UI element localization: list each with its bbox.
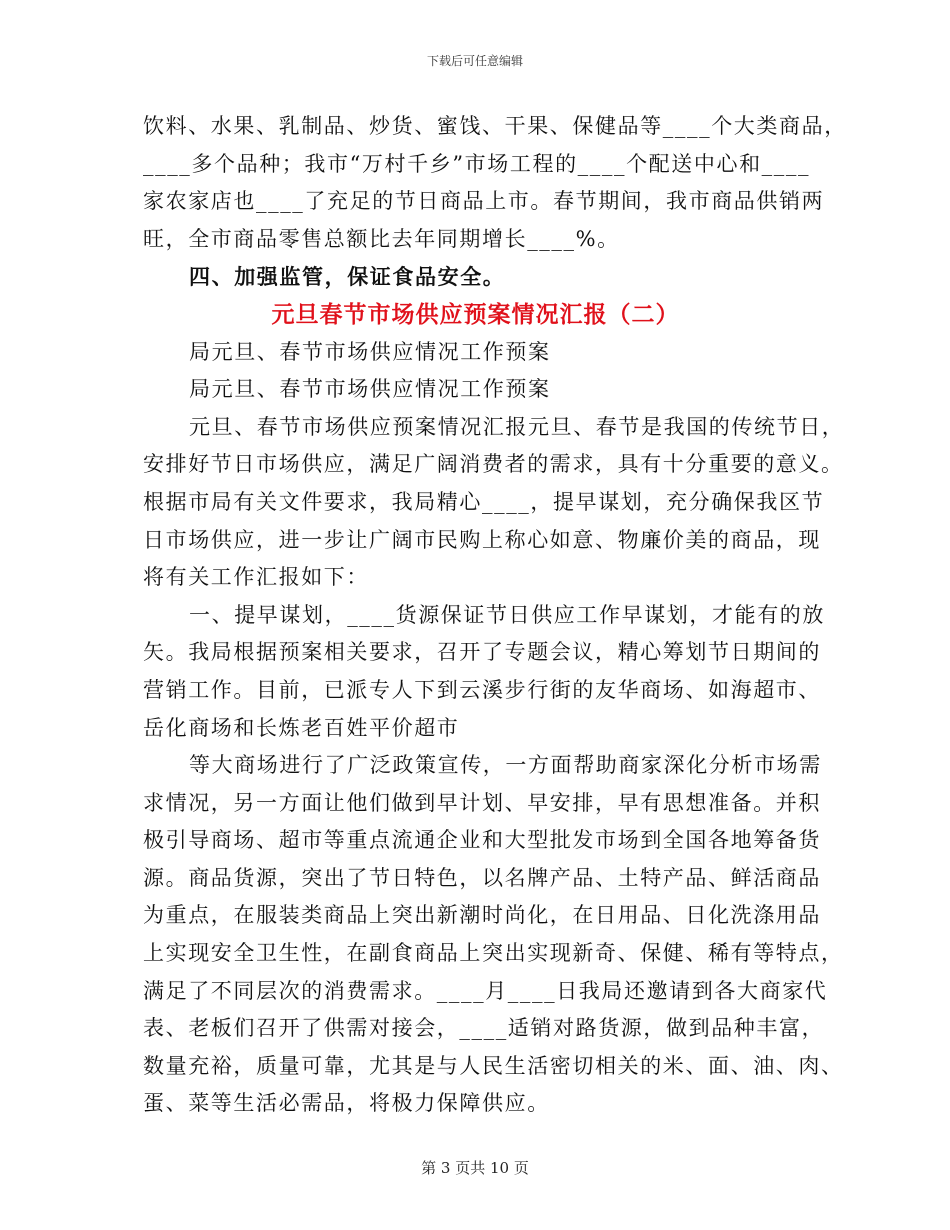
body-line: 上实现安全卫生性，在副食商品上突出实现新奇、保健、稀有等特点， bbox=[143, 941, 844, 966]
body-line: 源。商品货源，突出了节日特色，以名牌产品、土特产品、鲜活商品 bbox=[143, 865, 821, 890]
body-line: 安排好节日市场供应，满足广阔消费者的需求，具有十分重要的意义。 bbox=[143, 452, 844, 477]
page-header: 下载后可任意编辑 bbox=[426, 54, 523, 68]
body-line: 极引导商场、超市等重点流通企业和大型批发市场到全国各地筹备货 bbox=[143, 828, 821, 853]
body-line: 饮料、水果、乳制品、炒货、蜜饯、干果、保健品等____个大类商品， bbox=[143, 114, 847, 138]
document-title: 元旦春节市场供应预案情况汇报（二） bbox=[271, 300, 680, 328]
body-line: 求情况，另一方面让他们做到早计划、早安排，早有思想准备。并积 bbox=[143, 790, 821, 815]
body-line: 等大商场进行了广泛政策宣传，一方面帮助商家深化分析市场需 bbox=[189, 753, 822, 778]
body-line: 矢。我局根据预案相关要求，召开了专题会议，精心筹划节日期间的 bbox=[143, 640, 821, 665]
body-line: 营销工作。目前，已派专人下到云溪步行街的友华商场、如海超市、 bbox=[143, 677, 821, 702]
document-body bbox=[143, 108, 847, 1123]
body-line: 满足了不同层次的消费需求。____月____日我局还邀请到各大商家代 bbox=[143, 978, 828, 1003]
body-line: 元旦、春节市场供应预案情况汇报元旦、春节是我国的传统节日， bbox=[189, 414, 845, 439]
body-line: 将有关工作汇报如下： bbox=[143, 565, 369, 590]
body-line: 数量充裕，质量可靠，尤其是与人民生活密切相关的米、面、油、肉、 bbox=[143, 1053, 844, 1078]
body-line: 局元旦、春节市场供应情况工作预案 bbox=[189, 377, 551, 402]
body-line: 局元旦、春节市场供应情况工作预案 bbox=[189, 339, 551, 364]
body-line: 旺，全市商品零售总额比去年同期增长____%。 bbox=[143, 226, 620, 251]
page-footer: 第 3 页共 10 页 bbox=[421, 1159, 529, 1177]
body-line: 为重点，在服装类商品上突出新潮时尚化，在日用品、日化洗涤用品 bbox=[143, 903, 821, 928]
body-line: 岳化商场和长炼老百姓平价超市 bbox=[143, 715, 460, 740]
body-line: 表、老板们召开了供需对接会，____适销对路货源，做到品种丰富， bbox=[143, 1016, 825, 1041]
section-heading: 四、加强监管，保证食品安全。 bbox=[189, 264, 506, 290]
body-line: ____多个品种；我市“万村千乡”市场工程的____个配送中心和____ bbox=[143, 151, 811, 176]
body-line: 蛋、菜等生活必需品，将极力保障供应。 bbox=[143, 1091, 550, 1116]
body-line: 一、提早谋划，____货源保证节日供应工作早谋划，才能有的放 bbox=[189, 602, 825, 627]
body-line: 根据市局有关文件要求，我局精心____，提早谋划，充分确保我区节 bbox=[143, 489, 825, 514]
body-line: 日市场供应，进一步让广阔市民购上称心如意、物廉价美的商品，现 bbox=[143, 527, 821, 552]
body-line: 家农家店也____了充足的节日商品上市。春节期间，我市商品供销两 bbox=[143, 189, 825, 214]
